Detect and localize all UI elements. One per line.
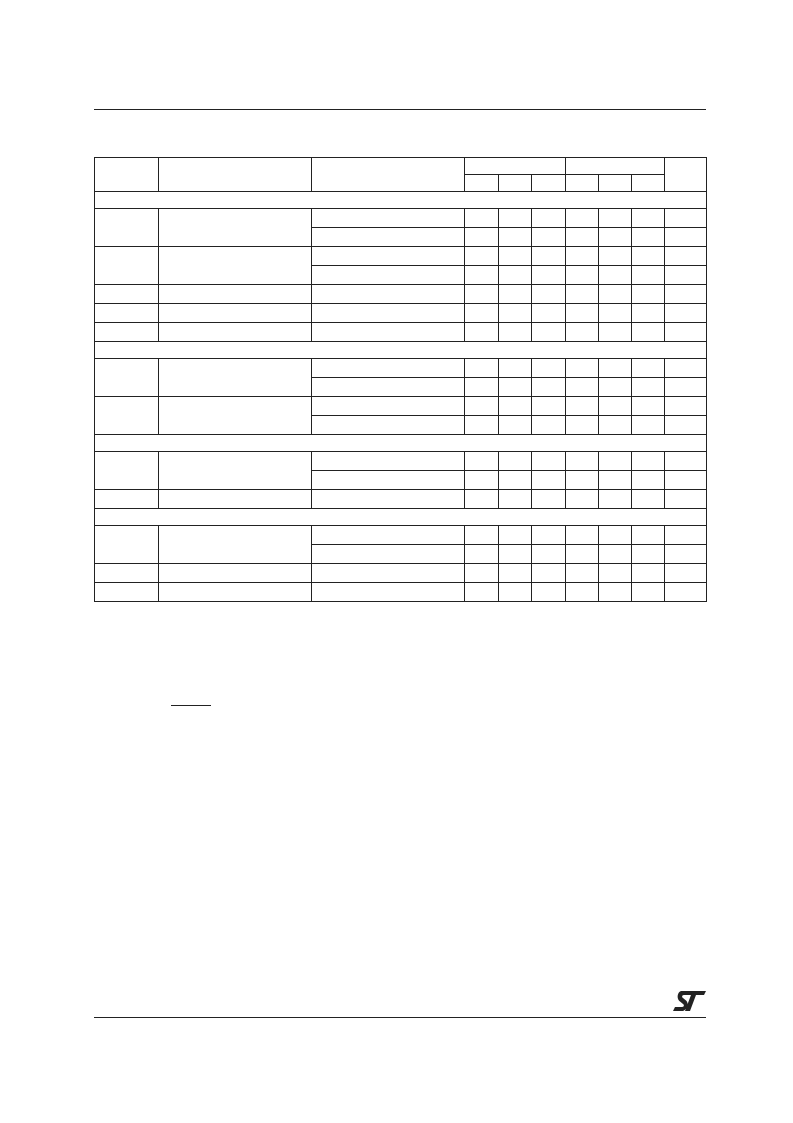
parameter-cell xyxy=(159,526,312,564)
st-logo-icon xyxy=(672,989,708,1013)
symbol-cell xyxy=(95,247,159,285)
symbol-cell xyxy=(95,526,159,564)
table-row xyxy=(95,359,707,378)
parameter-cell xyxy=(159,452,312,490)
header-min-b xyxy=(566,175,599,192)
table-row xyxy=(95,304,707,323)
table-row xyxy=(95,247,707,266)
header-rule xyxy=(94,109,706,110)
parameter-cell xyxy=(159,247,312,285)
header-max-a xyxy=(532,175,566,192)
header-max-b xyxy=(632,175,665,192)
table-row xyxy=(95,490,707,509)
section-row xyxy=(95,342,707,359)
section-title-cell xyxy=(95,342,707,359)
header-symbol-cell xyxy=(95,158,159,192)
symbol-cell xyxy=(95,397,159,435)
overline-mark xyxy=(171,705,211,706)
table-row xyxy=(95,397,707,416)
parameter-cell xyxy=(159,397,312,435)
header-min-a xyxy=(465,175,499,192)
symbol-cell xyxy=(95,359,159,397)
section-row xyxy=(95,435,707,452)
header-typ-a xyxy=(499,175,532,192)
section-title-cell xyxy=(95,509,707,526)
table-row xyxy=(95,285,707,304)
section-title-cell xyxy=(95,192,707,209)
section-row xyxy=(95,509,707,526)
table-row xyxy=(95,209,707,228)
symbol-cell xyxy=(95,209,159,247)
section-row xyxy=(95,192,707,209)
symbol-cell xyxy=(95,452,159,490)
header-group-a-cell xyxy=(465,158,566,175)
header-parameter-cell xyxy=(159,158,312,192)
section-title-cell xyxy=(95,435,707,452)
parameter-cell xyxy=(159,359,312,397)
footer-rule xyxy=(94,1017,706,1018)
parameter-cell xyxy=(159,209,312,247)
table-row xyxy=(95,323,707,342)
table-row xyxy=(95,583,707,602)
header-conditions-cell xyxy=(312,158,465,192)
table-row xyxy=(95,564,707,583)
table-row xyxy=(95,452,707,471)
header-typ-b xyxy=(599,175,632,192)
table-header-row xyxy=(95,158,707,175)
electrical-characteristics-table xyxy=(94,157,707,602)
table-row xyxy=(95,526,707,545)
header-unit-cell xyxy=(665,158,707,192)
header-group-b-cell xyxy=(566,158,665,175)
